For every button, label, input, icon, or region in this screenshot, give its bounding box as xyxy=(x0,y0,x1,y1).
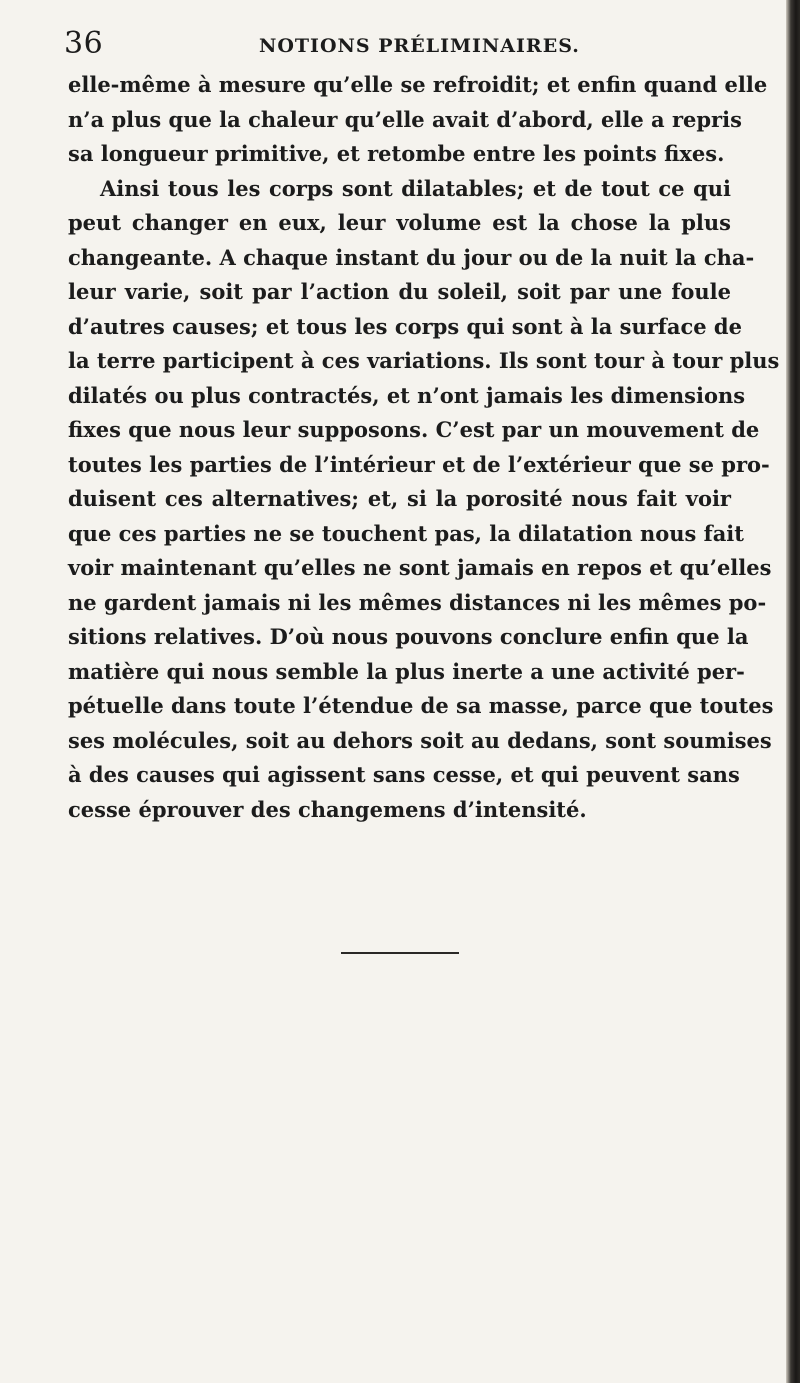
text-line: ses molécules, soit au dehors soit au dedans, sont soumises xyxy=(68,727,772,753)
text-line: d’autres causes; et tous les corps qui sont à la surface de xyxy=(68,313,742,339)
text-line: ne gardent jamais ni les mêmes distances ni les mêmes po- xyxy=(68,589,767,615)
text-line: sitions relatives. D’où nous pouvons conclure enfin que la xyxy=(68,624,749,649)
text-line: toutes les parties de l’intérieur et de l’extérieur que se pro- xyxy=(68,451,770,477)
text-line: peut changer en eux, leur volume est la chose la plus xyxy=(68,210,731,235)
text-line: pétuelle dans toute l’étendue de sa masse, parce que toutes xyxy=(68,693,774,718)
text-line: sa longueur primitive, et retombe entre les points fixes. xyxy=(68,141,725,166)
text-line: fixes que nous leur supposons. C’est par un mouvement de xyxy=(68,417,760,442)
text-line: dilatés ou plus contractés, et n’ont jamais les dimensions xyxy=(68,382,746,408)
text-line: à des causes qui agissent sans cesse, et qui peuvent sans xyxy=(68,762,740,787)
text-line: changeante. A chaque instant du jour ou de la nuit la cha- xyxy=(68,244,755,270)
text-line: leur varie, soit par l’action du soleil, soit par une foule xyxy=(68,279,731,304)
text-line: Ainsi tous les corps sont dilatables; et de tout ce qui xyxy=(100,175,731,201)
body-text xyxy=(68,68,780,827)
text-line: la terre participent à ces variations. Ils sont tour à tour plus xyxy=(68,348,780,373)
text-line: duisent ces alternatives; et, si la porosité nous fait voir xyxy=(68,486,731,511)
running-title: NOTIONS PRÉLIMINAIRES. xyxy=(259,35,580,57)
page-number: 36 xyxy=(64,26,104,61)
text-line: voir maintenant qu’elles ne sont jamais en repos et qu’elles xyxy=(68,555,772,580)
text-line: n’a plus que la chaleur qu’elle avait d’abord, elle a repris xyxy=(68,106,742,132)
text-line: que ces parties ne se touchent pas, la dilatation nous fait xyxy=(68,520,744,546)
text-line: elle-même à mesure qu’elle se refroidit; et enfin quand elle xyxy=(68,72,768,97)
section-divider xyxy=(341,952,459,954)
binding-edge xyxy=(786,0,800,1383)
running-head xyxy=(0,22,780,62)
text-line: matière qui nous semble la plus inerte a une activité per- xyxy=(68,658,745,684)
text-line: cesse éprouver des changemens d’intensité. xyxy=(68,796,587,822)
